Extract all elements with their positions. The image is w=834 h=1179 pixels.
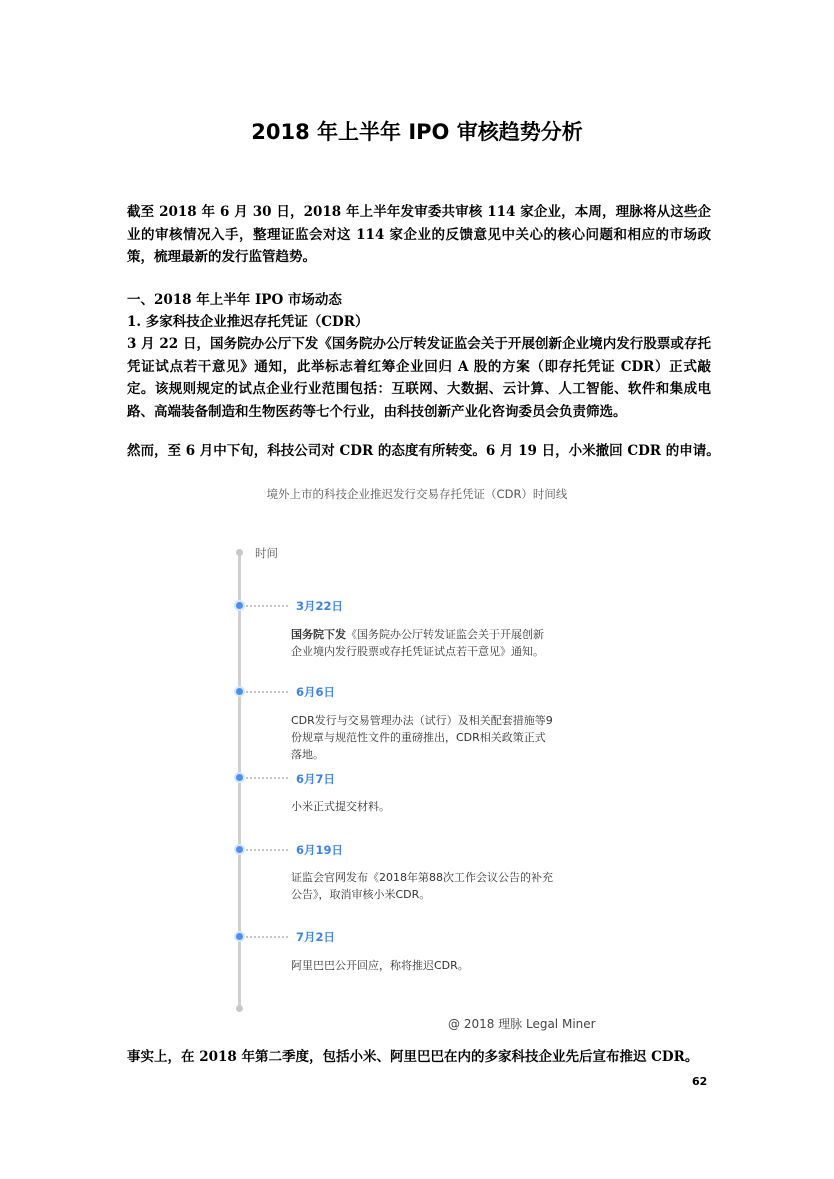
timeline-event-dot bbox=[236, 774, 243, 781]
conclusion-paragraph: 事实上，在 2018 年第二季度，包括小米、阿里巴巴在内的多家科技企业先后宣布推迟 CDR。 bbox=[127, 1049, 699, 1065]
timeline-end-dot bbox=[236, 1005, 243, 1012]
event-description bbox=[291, 626, 591, 660]
intro-paragraph: 截至 2018 年 6 月 30 日，2018 年上半年发审委共审核 114 家企业，本周，理脉将从这些企业的审核情况入手，整理证监会对这 114 家企业的反馈意见中关心的核心问题和相应的市场政策，梳理最新的发行监管趋势。 bbox=[127, 204, 711, 265]
june-paragraph: 然而，至 6 月中下旬，科技公司对 CDR 的态度有所转变。6 月 19 日，小米撤回 CDR 的申请。 bbox=[127, 443, 720, 459]
event-line: 份规章与规范性文件的重磅推出，CDR相关政策正式 bbox=[291, 731, 546, 744]
event-description bbox=[291, 869, 591, 903]
timeline-connector bbox=[246, 605, 288, 607]
event-line: 《国务院办公厅转发证监会关于开展创新 bbox=[346, 628, 544, 641]
figure-title: 境外上市的科技企业推迟发行交易存托凭证（CDR）时间线 bbox=[266, 487, 568, 501]
timeline-connector bbox=[246, 936, 288, 938]
event-date: 6月6日 bbox=[296, 685, 336, 699]
subsection-heading: 1. 多家科技企业推迟存托凭证（CDR） bbox=[127, 314, 369, 330]
event-line: CDR发行与交易管理办法（试行）及相关配套措施等9 bbox=[291, 714, 553, 727]
event-description bbox=[291, 957, 591, 974]
timeline-connector bbox=[246, 849, 288, 851]
event-line: 证监会官网发布《2018年第88次工作会议公告的补充 bbox=[291, 871, 553, 884]
timeline-axis bbox=[238, 551, 241, 1011]
timeline-event-dot bbox=[236, 602, 243, 609]
event-line: 阿里巴巴公开回应，称将推迟CDR。 bbox=[291, 959, 469, 972]
timeline-start-dot bbox=[236, 549, 243, 556]
figure-credit: @ 2018 理脉 Legal Miner bbox=[448, 1017, 596, 1031]
march-paragraph: 3 月 22 日，国务院办公厅下发《国务院办公厅转发证监会关于开展创新企业境内发行股票或存托凭证试点若干意见》通知，此举标志着红筹企业回归 A 股的方案（即存托凭证 CDR）正式敲定。该规则规定的试点企业行业范围包括：互联网、大数据、云计算、人工智能、软件和集成电路、高端装备制造和生物医药等七个行业，由科技创新产业化咨询委员会负责筛选。 bbox=[127, 336, 711, 420]
section-heading: 一、2018 年上半年 IPO 市场动态 bbox=[127, 292, 342, 308]
timeline-event-dot bbox=[236, 846, 243, 853]
event-date: 3月22日 bbox=[296, 599, 344, 613]
timeline-event-dot bbox=[236, 933, 243, 940]
timeline-axis-label: 时间 bbox=[255, 546, 278, 560]
event-description bbox=[291, 712, 591, 763]
event-line: 小米正式提交材料。 bbox=[291, 800, 390, 813]
event-lead: 国务院下发 bbox=[291, 628, 346, 641]
event-line: 企业境内发行股票或存托凭证试点若干意见》通知。 bbox=[291, 645, 544, 658]
document-title: 2018 年上半年 IPO 审核趋势分析 bbox=[251, 120, 583, 144]
timeline-connector bbox=[246, 777, 288, 779]
event-date: 7月2日 bbox=[296, 930, 336, 944]
event-line: 公告》，取消审核小米CDR。 bbox=[291, 888, 431, 901]
timeline-event-dot bbox=[236, 688, 243, 695]
event-date: 6月7日 bbox=[296, 772, 336, 786]
event-line: 落地。 bbox=[291, 748, 324, 761]
timeline-connector bbox=[246, 691, 288, 693]
event-date: 6月19日 bbox=[296, 843, 344, 857]
event-description bbox=[291, 798, 591, 815]
page-number: 62 bbox=[692, 1075, 708, 1088]
